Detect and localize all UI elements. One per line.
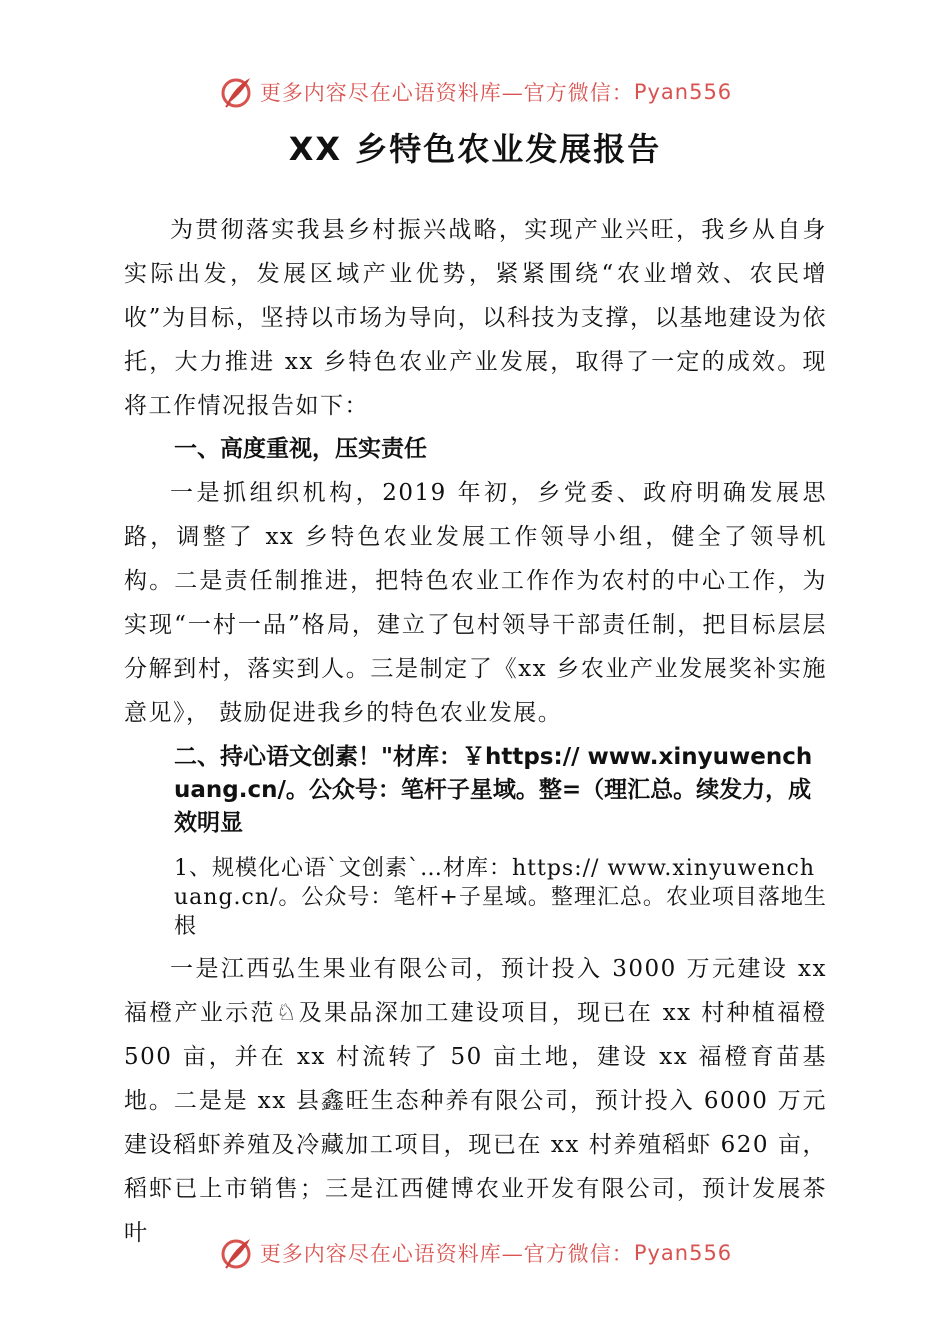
intro-paragraph: 为贯彻落实我县乡村振兴战略，实现产业兴旺，我乡从自身实际出发，发展区域产业优势，紧紧围绕“农业增效、农民增收”为目标，坚持以市场为导向，以科技为支撑，以基地建设为依托，大力推进 xx 乡特色农业产业发展，取得了一定的成效。现将工作情况报告如下： <box>124 217 827 419</box>
watermark-account: Pyan556 <box>633 1241 733 1265</box>
subsection-1-paragraph: 一是江西弘生果业有限公司，预计投入 3000 万元建设 xx 福橙产业示范♘及果品深加工建设项目，现已在 xx 村种植福橙 500 亩，并在 xx 村流转了 50 亩土地，建设 xx 福橙育苗基地。二是是 xx 县鑫旺生态种养有限公司，预计投入 6000 万元建设稻虾养殖及冷藏加工项目，现已在 xx 村养殖稻虾 620 亩，稻虾已上市销售；三是江西健博农业开发有限公司，预计发展茶叶 <box>124 956 827 1246</box>
document-body <box>124 208 827 1255</box>
watermark-account: Pyan556 <box>633 80 733 104</box>
quill-logo-icon <box>218 1235 254 1271</box>
section-2-heading: 二、持心语文创素！"材库：￥https:// www.xinyuwenchuang.cn/。公众号：笔杆子星域。整=（理汇总。续发力，成效明显 <box>174 744 813 836</box>
watermark-text: 更多内容尽在心语资料库—官方微信： <box>259 81 634 105</box>
subsection-1-heading: 1、规模化心语`文创素`…材库：https:// www.xinyuwenchuang.cn/。公众号：笔杆+子星域。整理汇总。农业项目落地生根 <box>174 856 827 939</box>
watermark-footer <box>0 1233 950 1273</box>
watermark-text: 更多内容尽在心语资料库—官方微信： <box>259 1242 634 1266</box>
section-1-paragraph: 一是抓组织机构，2019 年初，乡党委、政府明确发展思路，调整了 xx 乡特色农业发展工作领导小组，健全了领导机构。二是责任制推进，把特色农业工作作为农村的中心工作，为实现“一村一品”格局，建立了包村领导干部责任制，把目标层层分解到村，落实到人。三是制定了《xx 乡农业产业发展奖补实施意见》， 鼓励促进我乡的特色农业发展。 <box>124 480 827 726</box>
quill-logo-icon <box>218 74 254 110</box>
watermark-header <box>0 72 950 112</box>
section-1-heading: 一、高度重视，压实责任 <box>174 436 427 462</box>
document-title: XX 乡特色农业发展报告 <box>288 130 662 168</box>
